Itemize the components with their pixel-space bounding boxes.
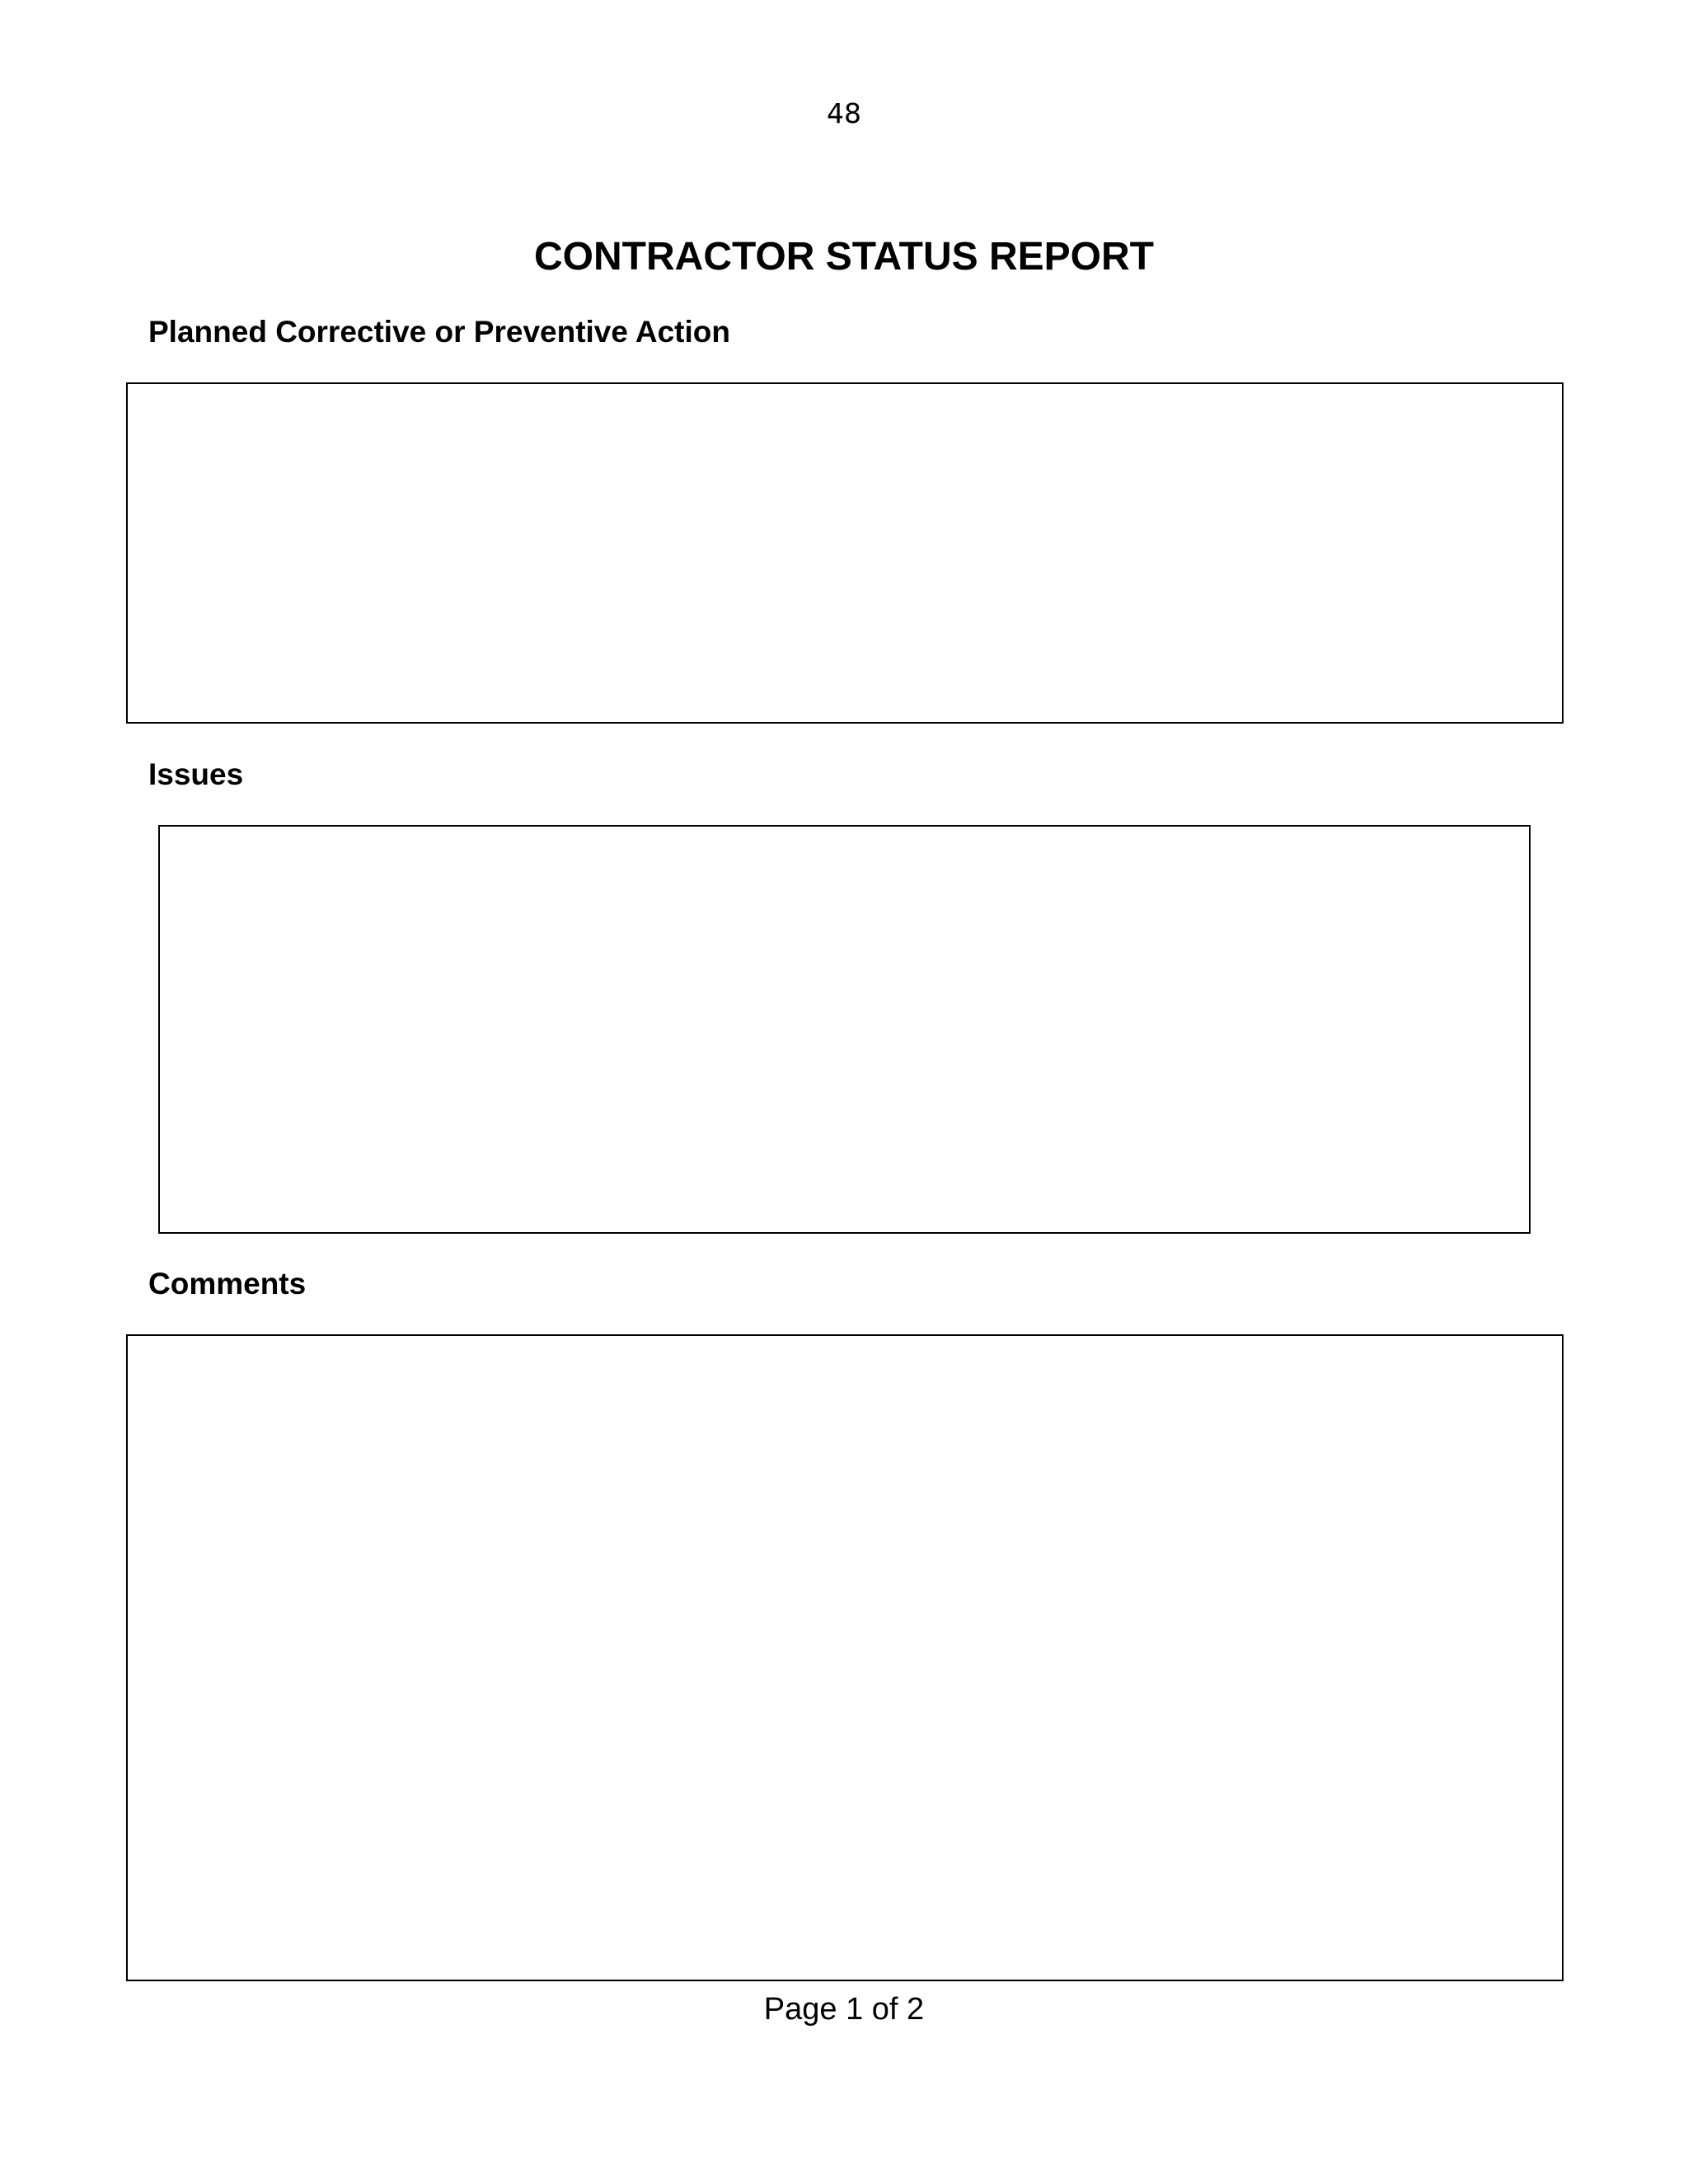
footer-page-label: Page 1 of 2 xyxy=(763,1992,925,2027)
section-heading-planned-action: Planned Corrective or Preventive Action xyxy=(148,315,730,349)
section-heading-issues: Issues xyxy=(148,757,244,791)
page-number: 48 xyxy=(827,97,861,129)
comments-field[interactable] xyxy=(126,1334,1564,1981)
section-heading-comments: Comments xyxy=(148,1267,307,1301)
issues-field[interactable] xyxy=(158,825,1531,1234)
planned-action-field[interactable] xyxy=(126,382,1564,724)
document-title: CONTRACTOR STATUS REPORT xyxy=(534,235,1154,279)
